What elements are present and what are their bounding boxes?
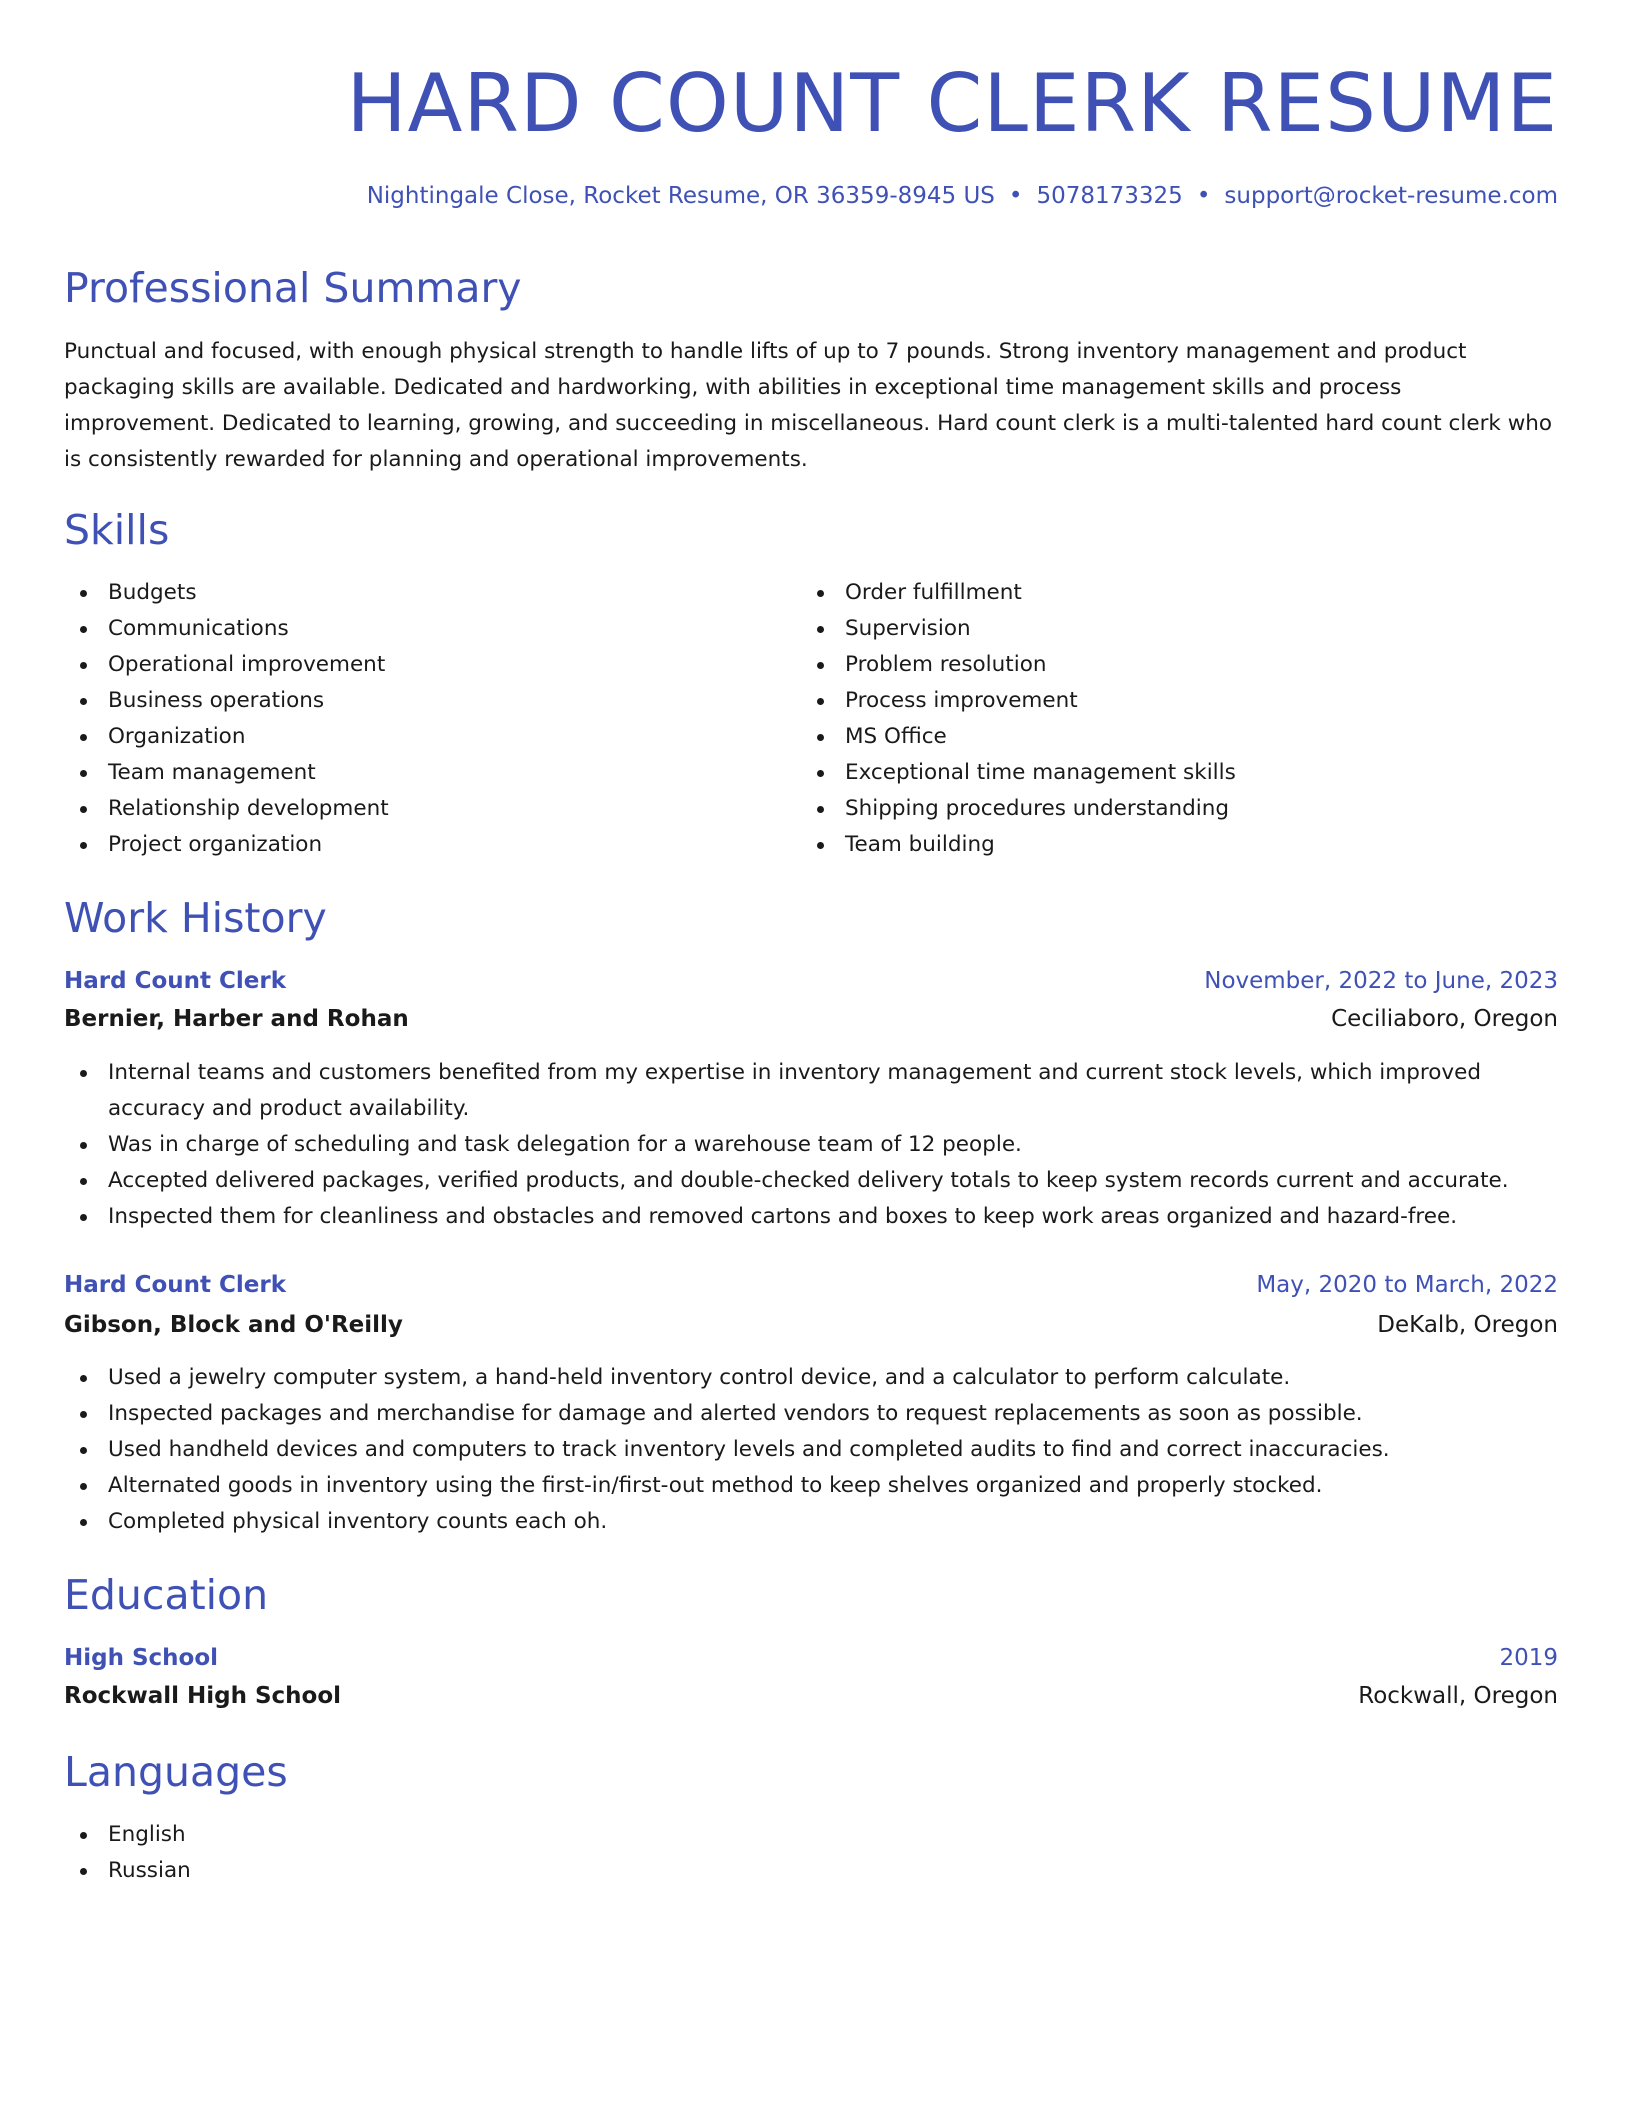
job-location: DeKalb, Oregon <box>1377 1312 1558 1338</box>
job-title: Hard Count Clerk <box>64 1272 287 1298</box>
skill-item: Supervision <box>801 611 1558 647</box>
skill-item: Operational improvement <box>64 647 764 683</box>
job-company-row <box>64 1307 1558 1343</box>
contact-email[interactable]: support@rocket-resume.com <box>1224 183 1558 209</box>
contact-phone: 5078173325 <box>1036 183 1183 209</box>
skill-item: Process improvement <box>801 683 1558 719</box>
job-header <box>64 963 1558 999</box>
job-bullet: Completed physical inventory counts each oh. <box>64 1504 1558 1540</box>
job-bullets <box>64 1360 1558 1540</box>
education-year: 2019 <box>1499 1645 1558 1671</box>
education-heading: Education <box>64 1571 269 1619</box>
job-company-row <box>64 1001 1558 1037</box>
job-location: Ceciliaboro, Oregon <box>1331 1006 1558 1032</box>
skill-item: Problem resolution <box>801 647 1558 683</box>
work-history-heading: Work History <box>64 894 327 942</box>
summary-text: Punctual and focused, with enough physical strength to handle lifts of up to 7 pounds. Strong inventory management and product packaging skills are available. Dedicated and hardworking, with abilities in exceptional time management skills and process improvement. Dedicated to learning, growing, and succeeding in miscellaneous. Hard count clerk is a multi-talented hard count clerk who is consistently rewarded for planning and operational improvements. <box>64 339 1553 472</box>
skill-item: Communications <box>64 611 764 647</box>
summary-heading: Professional Summary <box>64 264 522 312</box>
skill-item: Team building <box>801 827 1558 863</box>
languages-list <box>64 1817 764 1889</box>
resume-page <box>64 0 1558 2112</box>
education-school: Rockwall High School <box>64 1683 342 1709</box>
education-degree: High School <box>64 1645 219 1671</box>
job-bullets <box>64 1055 1558 1235</box>
skill-item: Business operations <box>64 683 764 719</box>
job-dates: November, 2022 to June, 2023 <box>1204 968 1558 994</box>
skills-list-right <box>801 575 1558 863</box>
skill-item: MS Office <box>801 719 1558 755</box>
language-item: Russian <box>64 1853 764 1889</box>
skills-list-left <box>64 575 764 863</box>
contact-address: Nightingale Close, Rocket Resume, OR 36359-8945 US <box>366 183 995 209</box>
job-bullet: Accepted delivered packages, verified products, and double-checked delivery totals to keep system records current and accurate. <box>64 1163 1558 1199</box>
job-bullet: Used handheld devices and computers to track inventory levels and completed audits to find and correct inaccuracies. <box>64 1432 1558 1468</box>
job-company: Gibson, Block and O'Reilly <box>64 1312 403 1338</box>
education-header <box>64 1640 1558 1676</box>
job-bullet: Inspected them for cleanliness and obstacles and removed cartons and boxes to keep work areas organized and hazard-free. <box>64 1199 1558 1235</box>
language-item: English <box>64 1817 764 1853</box>
job-bullet: Internal teams and customers benefited from my expertise in inventory management and current stock levels, which improved accuracy and product availability. <box>64 1055 1558 1127</box>
job-company: Bernier, Harber and Rohan <box>64 1006 409 1032</box>
skill-item: Order fulfillment <box>801 575 1558 611</box>
job-bullet: Used a jewelry computer system, a hand-held inventory control device, and a calculator to perform calculate. <box>64 1360 1558 1396</box>
contact-separator: • <box>1196 183 1211 209</box>
job-bullet: Alternated goods in inventory using the first-in/first-out method to keep shelves organized and properly stocked. <box>64 1468 1558 1504</box>
job-bullet: Was in charge of scheduling and task delegation for a warehouse team of 12 people. <box>64 1127 1558 1163</box>
skill-item: Budgets <box>64 575 764 611</box>
job-dates: May, 2020 to March, 2022 <box>1256 1272 1558 1298</box>
skill-item: Exceptional time management skills <box>801 755 1558 791</box>
resume-title: HARD COUNT CLERK RESUME <box>346 57 1558 150</box>
skill-item: Team management <box>64 755 764 791</box>
skill-item: Shipping procedures understanding <box>801 791 1558 827</box>
job-bullet: Inspected packages and merchandise for damage and alerted vendors to request replacements as soon as possible. <box>64 1396 1558 1432</box>
skill-item: Project organization <box>64 827 764 863</box>
contact-separator: • <box>1008 183 1023 209</box>
job-header <box>64 1267 1558 1303</box>
skills-heading: Skills <box>64 506 170 554</box>
languages-heading: Languages <box>64 1748 288 1796</box>
skill-item: Relationship development <box>64 791 764 827</box>
contact-line <box>367 180 1558 212</box>
job-title: Hard Count Clerk <box>64 968 287 994</box>
education-school-row <box>64 1678 1558 1714</box>
skill-item: Organization <box>64 719 764 755</box>
education-location: Rockwall, Oregon <box>1358 1683 1558 1709</box>
